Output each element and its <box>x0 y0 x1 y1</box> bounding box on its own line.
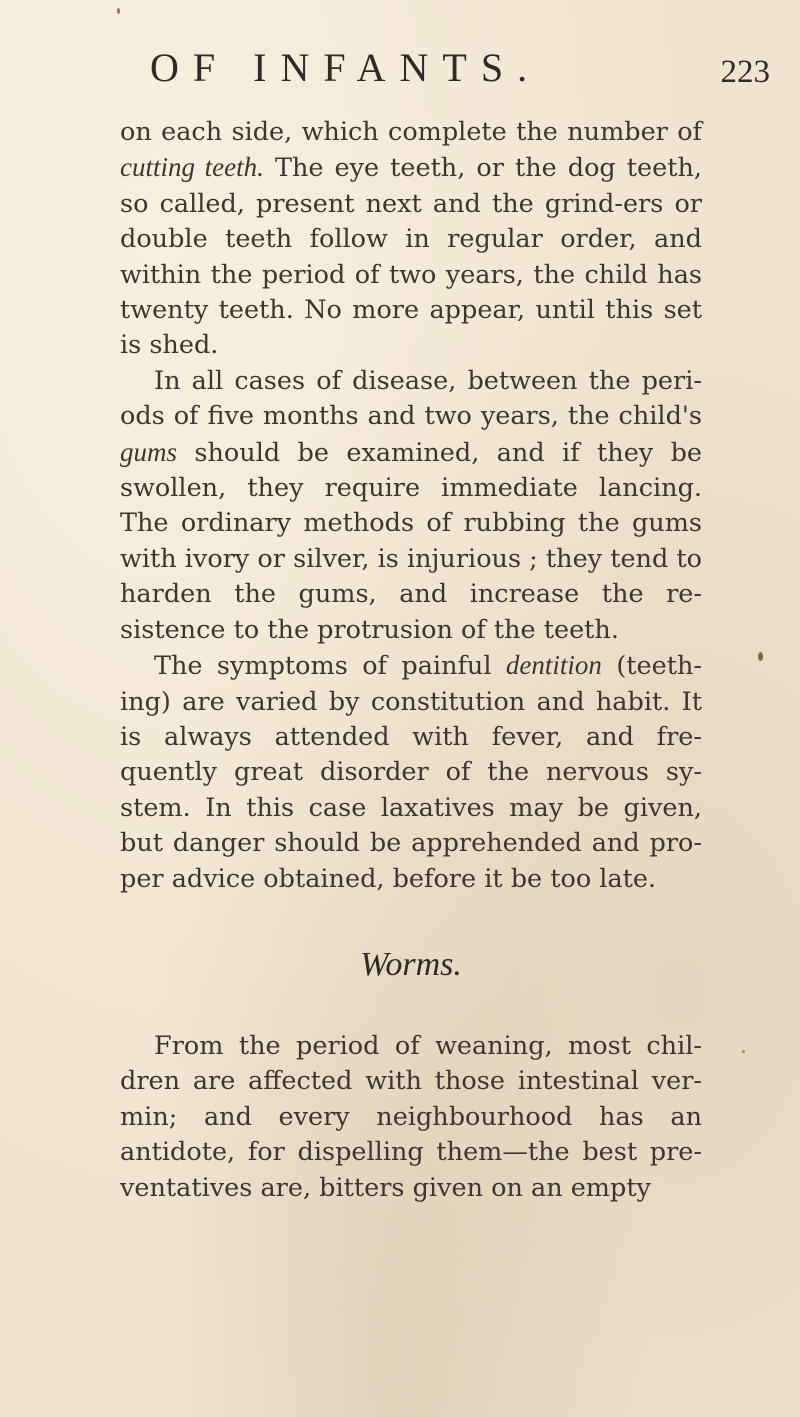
running-title: OF INFANTS. <box>150 45 542 90</box>
text-run: (teeth-ing) are varied by constitution and habit. It is always attended with fever, and fre-quently great disorder of the nervous sy-stem. In this case laxatives may be given, but danger should be apprehended and pro-per advice obtained, before it be too late. <box>120 651 702 894</box>
paper-speck <box>758 652 763 661</box>
body-text <box>120 115 702 1206</box>
text-run: The eye teeth, or the dog teeth, so called, present next and the grind-ers or double teeth follow in regular order, and within the period of two years, the child has twenty teeth. No more appear, until this set is shed. <box>120 153 703 361</box>
paragraph-worms: From the period of weaning, most chil-dren are affected with those intestinal ver-min; and every neighbourhood has an antidote, for dispelling them—the best pre-ventatives are, bitters given on an empty <box>120 1030 702 1203</box>
text-run: should be examined, and if they be swollen, they require immediate lancing. The ordinary methods of rubbing the gums with ivory or silver, is injurious ; they tend to harden the gums, and increase the re-sistence to the protrusion of the teeth. <box>120 437 702 645</box>
text-run: The symptoms of painful <box>154 651 506 682</box>
text-run: In all cases of disease, between the peri-ods of five months and two years, the child's <box>120 365 702 432</box>
running-head <box>150 44 770 96</box>
italic-term: cutting teeth. <box>120 152 264 183</box>
paper-speck <box>117 8 120 14</box>
paragraph-cutting-teeth <box>120 115 702 364</box>
page-number: 223 <box>720 54 770 90</box>
italic-term: dentition <box>505 650 602 681</box>
paper-speck <box>742 1050 745 1053</box>
section-heading-worms: Worms. <box>360 945 462 983</box>
paragraph-dentition-symptoms <box>120 648 702 897</box>
italic-term: gums <box>120 436 178 467</box>
text-run: on each side, which complete the number of <box>120 117 702 147</box>
paragraph-gums-disease <box>120 364 702 648</box>
